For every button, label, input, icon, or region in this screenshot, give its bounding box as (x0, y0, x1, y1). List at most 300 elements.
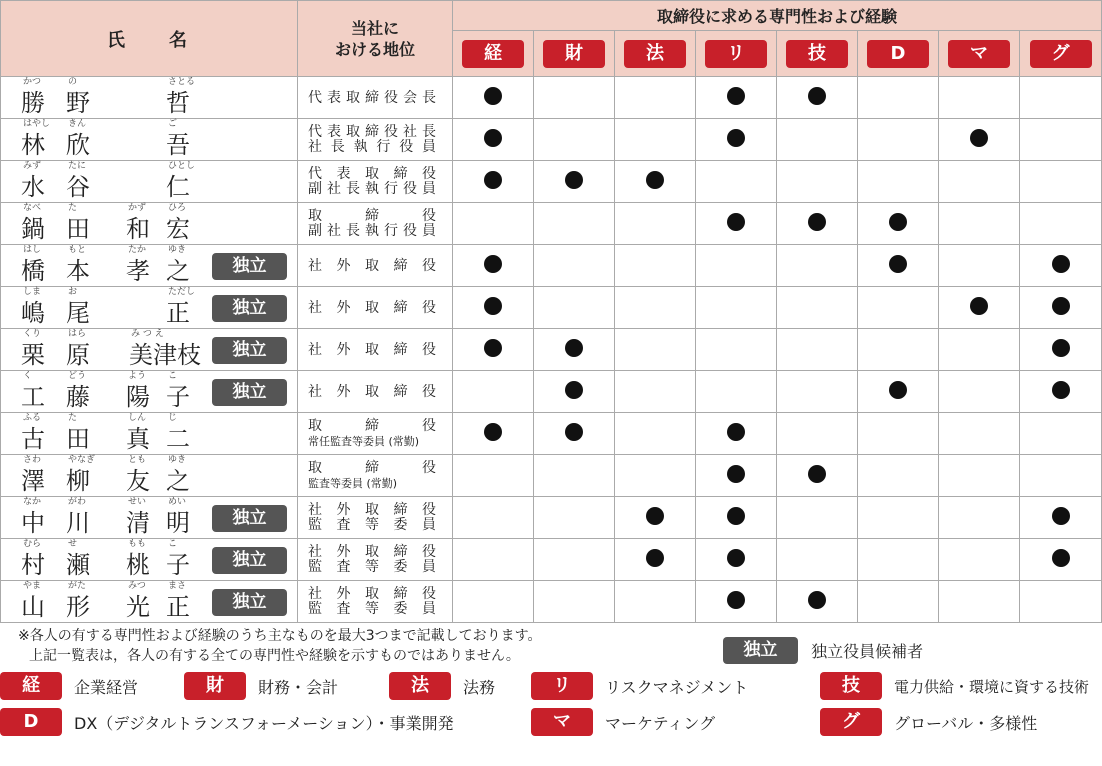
name-kanji: 和 (126, 215, 150, 243)
name-kanji: 栗 (21, 341, 45, 369)
skill-badge-8: グ (1030, 40, 1092, 68)
skill-dot (808, 213, 826, 231)
director-name (11, 371, 211, 413)
position-line: 監査等委員 (308, 516, 436, 533)
name-furigana: みつ (128, 581, 146, 591)
skill-cell (1020, 329, 1102, 371)
name-kanji: 本 (66, 257, 90, 285)
skill-badge-6: D (867, 40, 929, 68)
position-header (298, 1, 453, 77)
position-cell (298, 581, 453, 623)
name-furigana: どう (68, 371, 87, 381)
name-furigana: ふる (23, 413, 42, 423)
name-kanji: 光 (126, 593, 150, 621)
name-furigana: ご (168, 119, 178, 129)
name-kanji: 吾 (166, 131, 190, 159)
skill-cell (858, 539, 939, 581)
skill-dot (1052, 255, 1070, 273)
name-kanji: 鍋 (21, 215, 45, 243)
skill-cell (696, 77, 777, 119)
skill-cell (939, 77, 1020, 119)
name-furigana: やま (23, 581, 42, 591)
name-furigana: くり (23, 329, 42, 339)
name-furigana: た (68, 203, 78, 213)
director-name (11, 287, 211, 329)
skill-dot (970, 129, 988, 147)
skill-cell (453, 455, 534, 497)
name-furigana: み つ え (131, 329, 164, 339)
position-cell (298, 455, 453, 497)
skill-cell (777, 77, 858, 119)
position-line: 代表取締役会長 (308, 89, 436, 106)
skill-cell (615, 203, 696, 245)
independent-badge: 独立 (212, 253, 287, 280)
name-kanji: 孝 (126, 257, 150, 285)
skill-dot (484, 423, 502, 441)
name-kanji: 橋 (21, 257, 45, 285)
director-name (11, 539, 211, 581)
name-furigana: かつ (23, 77, 42, 87)
name-kanji: 瀬 (66, 551, 90, 579)
legend-item (0, 708, 454, 736)
skill-cell (453, 371, 534, 413)
position-line: 監査等委員 (常勤) (308, 476, 398, 490)
position-cell (298, 539, 453, 581)
skill-badge-2: 財 (543, 40, 605, 68)
skill-badge-5: 技 (786, 40, 848, 68)
name-furigana: く (23, 371, 33, 381)
skill-cell (453, 287, 534, 329)
position-line: 社外取締役 (308, 543, 436, 560)
legend-text: リスクマネジメント (605, 677, 749, 697)
skill-cell (453, 161, 534, 203)
legend-item (531, 672, 748, 700)
name-furigana: こ (168, 539, 178, 549)
skill-cell (777, 287, 858, 329)
skill-cell (696, 287, 777, 329)
skill-cell (534, 203, 615, 245)
name-kanji: 子 (166, 551, 190, 579)
skill-cell (534, 371, 615, 413)
footnote (18, 626, 542, 666)
name-cell (1, 161, 298, 203)
footnote-line1: ※各人の有する専門性および経験のうち主なものを最大3つまで記載しております。 (18, 628, 542, 644)
independent-legend-text: 独立役員候補者 (811, 642, 924, 661)
skill-dot (889, 381, 907, 399)
name-kanji: 柳 (66, 467, 90, 495)
legend-badge: 財 (184, 672, 246, 700)
name-furigana: なか (23, 497, 42, 507)
skill-cell (1020, 455, 1102, 497)
skill-badge-3: 法 (624, 40, 686, 68)
skill-cell (1020, 161, 1102, 203)
position-header-line1: 当社に (350, 18, 399, 38)
skill-dot (727, 591, 745, 609)
skill-cell (615, 413, 696, 455)
name-kanji: 之 (166, 257, 190, 285)
skill-header-cell (858, 31, 939, 77)
skill-cell (615, 371, 696, 413)
skill-dot (646, 171, 664, 189)
name-furigana: さわ (23, 455, 42, 465)
name-kanji: 林 (21, 131, 45, 159)
skill-dot (727, 213, 745, 231)
skill-cell (777, 371, 858, 413)
skills-title: 取締役に求める専門性および経験 (453, 1, 1102, 31)
skill-dot (1052, 297, 1070, 315)
skill-header-cell (777, 31, 858, 77)
name-kanji: 野 (66, 89, 90, 117)
skill-cell (534, 581, 615, 623)
name-furigana: の (68, 77, 78, 87)
name-kanji: 美津枝 (129, 341, 201, 369)
name-kanji: 原 (66, 341, 90, 369)
name-cell (1, 413, 298, 455)
name-kanji: 田 (66, 215, 90, 243)
skill-cell (777, 329, 858, 371)
skill-badge-7: マ (948, 40, 1010, 68)
skill-cell (939, 497, 1020, 539)
legend-badge: 技 (820, 672, 882, 700)
skill-cell (777, 497, 858, 539)
position-cell (298, 329, 453, 371)
name-furigana: もも (128, 539, 147, 549)
independent-badge: 独立 (212, 505, 287, 532)
table-row (1, 329, 1102, 371)
name-kanji: 之 (166, 467, 190, 495)
name-furigana: せ (68, 539, 78, 549)
skill-cell (696, 413, 777, 455)
name-furigana: めい (168, 497, 187, 507)
skill-dot (1052, 381, 1070, 399)
skill-badge-4: リ (705, 40, 767, 68)
skill-cell (939, 203, 1020, 245)
table-row (1, 539, 1102, 581)
skill-cell (939, 455, 1020, 497)
name-furigana: さとる (168, 77, 196, 87)
legend-badge: 経 (0, 672, 62, 700)
skill-dot (889, 255, 907, 273)
skill-cell (939, 329, 1020, 371)
name-kanji: 宏 (166, 215, 190, 243)
name-cell (1, 203, 298, 245)
skill-cell (534, 287, 615, 329)
position-line: 社外取締役 (308, 383, 436, 400)
legend-item (389, 672, 495, 700)
skill-dot (484, 297, 502, 315)
skill-header-cell (453, 31, 534, 77)
director-name (11, 497, 211, 539)
name-furigana: はら (68, 329, 87, 339)
skill-cell (777, 119, 858, 161)
skill-cell (453, 329, 534, 371)
independent-badge: 独立 (723, 637, 798, 664)
skill-cell (858, 497, 939, 539)
name-furigana: はし (23, 245, 42, 255)
skill-cell (858, 119, 939, 161)
name-kanji: 友 (126, 467, 150, 495)
independent-badge: 独立 (212, 589, 287, 616)
skill-dot (727, 507, 745, 525)
skill-cell (1020, 77, 1102, 119)
name-furigana: もと (68, 245, 87, 255)
legend-badge: リ (531, 672, 593, 700)
skill-dot (970, 297, 988, 315)
skill-cell (696, 455, 777, 497)
name-furigana: よう (128, 371, 147, 381)
name-furigana: しま (23, 287, 42, 297)
independent-badge: 独立 (212, 295, 287, 322)
name-kanji: 藤 (66, 383, 90, 411)
position-line: 取締役 (308, 417, 436, 434)
skill-dot (565, 381, 583, 399)
director-name (11, 245, 211, 287)
skill-dot (808, 87, 826, 105)
position-cell (298, 371, 453, 413)
name-furigana: じ (168, 413, 178, 423)
position-line: 副社長執行役員 (308, 222, 436, 239)
name-furigana: せい (128, 497, 147, 507)
skill-cell (696, 161, 777, 203)
skill-cell (534, 77, 615, 119)
skill-cell (534, 413, 615, 455)
skill-cell (939, 119, 1020, 161)
name-furigana: はやし (23, 119, 51, 129)
name-furigana: まさ (168, 581, 187, 591)
legend-text: 法務 (463, 677, 496, 697)
skill-cell (534, 329, 615, 371)
name-cell (1, 581, 298, 623)
footnote-line2: 上記一覧表は，各人の有する全ての専門性や経験を示すものではありません。 (29, 648, 520, 664)
skill-cell (858, 371, 939, 413)
skill-cell (1020, 581, 1102, 623)
skill-cell (858, 161, 939, 203)
skill-cell (534, 497, 615, 539)
name-furigana: かず (128, 203, 147, 213)
legend-item (0, 672, 138, 700)
skill-dot (484, 339, 502, 357)
name-kanji: 村 (21, 551, 45, 579)
skill-cell (939, 413, 1020, 455)
skill-dot (808, 465, 826, 483)
name-furigana: ひとし (168, 161, 196, 171)
skill-cell (696, 119, 777, 161)
position-cell (298, 119, 453, 161)
skill-cell (777, 539, 858, 581)
skill-cell (1020, 497, 1102, 539)
skill-cell (1020, 539, 1102, 581)
skill-cell (696, 539, 777, 581)
skill-cell (696, 581, 777, 623)
skill-cell (939, 161, 1020, 203)
name-furigana: たに (68, 161, 87, 171)
legend-item (184, 672, 338, 700)
name-furigana: ひろ (168, 203, 187, 213)
legend-item (531, 708, 715, 736)
skill-cell (939, 245, 1020, 287)
position-line: 監査等委員 (308, 558, 436, 575)
table-row (1, 455, 1102, 497)
skill-cell (1020, 413, 1102, 455)
skill-cell (1020, 371, 1102, 413)
position-cell (298, 287, 453, 329)
skill-badge-1: 経 (462, 40, 524, 68)
table-row (1, 77, 1102, 119)
name-kanji: 川 (66, 509, 90, 537)
skill-dot (727, 423, 745, 441)
skill-cell (534, 245, 615, 287)
position-cell (298, 203, 453, 245)
skill-cell (453, 119, 534, 161)
position-cell (298, 161, 453, 203)
name-kanji: 子 (166, 383, 190, 411)
skill-cell (939, 539, 1020, 581)
name-header: 氏名 (1, 1, 298, 77)
name-kanji: 嶋 (21, 299, 45, 327)
legend-text: 電力供給・環境に資する技術 (894, 677, 1090, 696)
skill-cell (1020, 245, 1102, 287)
name-furigana: みず (23, 161, 42, 171)
name-cell (1, 245, 298, 287)
name-cell (1, 539, 298, 581)
name-furigana: こ (168, 371, 178, 381)
skill-cell (615, 161, 696, 203)
skill-dot (484, 87, 502, 105)
skill-dot (484, 129, 502, 147)
legend-text: マーケティング (605, 713, 716, 733)
skill-cell (534, 161, 615, 203)
name-cell (1, 287, 298, 329)
name-furigana: やなぎ (68, 455, 96, 465)
skill-dot (727, 129, 745, 147)
independent-badge: 独立 (212, 337, 287, 364)
director-name (11, 455, 211, 497)
table-row (1, 119, 1102, 161)
name-kanji: 澤 (21, 467, 45, 495)
skill-cell (777, 203, 858, 245)
name-kanji: 中 (21, 509, 45, 537)
skill-cell (1020, 203, 1102, 245)
position-line: 社外取締役 (308, 257, 436, 274)
skill-dot (646, 507, 664, 525)
skill-cell (858, 413, 939, 455)
skill-cell (615, 119, 696, 161)
name-furigana: しん (128, 413, 147, 423)
skill-cell (696, 203, 777, 245)
name-furigana: たか (128, 245, 147, 255)
position-line: 取締役 (308, 207, 436, 224)
name-furigana: きん (68, 119, 87, 129)
position-line: 代表取締役社長 (308, 123, 436, 140)
position-line: 代表取締役 (308, 165, 436, 182)
name-kanji: 勝 (21, 89, 45, 117)
skill-header-cell (534, 31, 615, 77)
name-kanji: 仁 (166, 173, 190, 201)
skill-cell (615, 455, 696, 497)
skill-dot (727, 465, 745, 483)
skill-cell (615, 539, 696, 581)
name-furigana: なべ (23, 203, 42, 213)
position-line: 社外取締役 (308, 341, 436, 358)
name-kanji: 古 (21, 425, 45, 453)
skill-cell (453, 497, 534, 539)
position-line: 常任監査等委員 (常勤) (308, 434, 420, 448)
skill-header-cell (939, 31, 1020, 77)
position-cell (298, 77, 453, 119)
name-kanji: 山 (21, 593, 45, 621)
position-line: 社長執行役員 (308, 138, 436, 155)
skill-cell (615, 329, 696, 371)
skill-dot (565, 423, 583, 441)
director-name (11, 161, 211, 203)
skill-cell (939, 371, 1020, 413)
skill-dot (646, 549, 664, 567)
name-cell (1, 77, 298, 119)
independent-badge: 独立 (212, 547, 287, 574)
table-row (1, 371, 1102, 413)
skill-cell (696, 245, 777, 287)
skill-dot (484, 255, 502, 273)
table-row (1, 413, 1102, 455)
skill-dot (484, 171, 502, 189)
skill-cell (615, 287, 696, 329)
name-cell (1, 119, 298, 161)
skill-cell (777, 455, 858, 497)
skill-dot (808, 591, 826, 609)
table-row (1, 497, 1102, 539)
name-furigana: がわ (68, 497, 87, 507)
director-name (11, 329, 211, 371)
skill-cell (939, 581, 1020, 623)
name-cell (1, 455, 298, 497)
skill-cell (696, 371, 777, 413)
position-line: 監査等委員 (308, 600, 436, 617)
legend-text: 企業経営 (74, 677, 139, 697)
skill-cell (453, 203, 534, 245)
name-kanji: 田 (66, 425, 90, 453)
position-line: 社外取締役 (308, 501, 436, 518)
skill-cell (696, 329, 777, 371)
skill-cell (939, 287, 1020, 329)
skill-cell (777, 581, 858, 623)
skill-cell (453, 581, 534, 623)
table-row (1, 581, 1102, 623)
skill-cell (453, 77, 534, 119)
legend-badge: マ (531, 708, 593, 736)
skill-cell (858, 77, 939, 119)
skill-cell (777, 413, 858, 455)
legend-badge: D (0, 708, 62, 736)
name-furigana: た (68, 413, 78, 423)
skill-cell (534, 119, 615, 161)
name-kanji: 哲 (166, 89, 190, 117)
skill-cell (615, 77, 696, 119)
skill-dot (1052, 549, 1070, 567)
skill-cell (858, 329, 939, 371)
name-kanji: 二 (166, 425, 190, 453)
table-row (1, 161, 1102, 203)
skill-header-cell (696, 31, 777, 77)
table-row (1, 287, 1102, 329)
name-furigana: ただし (168, 287, 196, 297)
position-line: 副社長執行役員 (308, 180, 436, 197)
name-furigana: がた (68, 581, 87, 591)
skill-cell (696, 497, 777, 539)
skill-cell (777, 161, 858, 203)
skill-cell (858, 245, 939, 287)
legend-badge: 法 (389, 672, 451, 700)
table-row (1, 245, 1102, 287)
